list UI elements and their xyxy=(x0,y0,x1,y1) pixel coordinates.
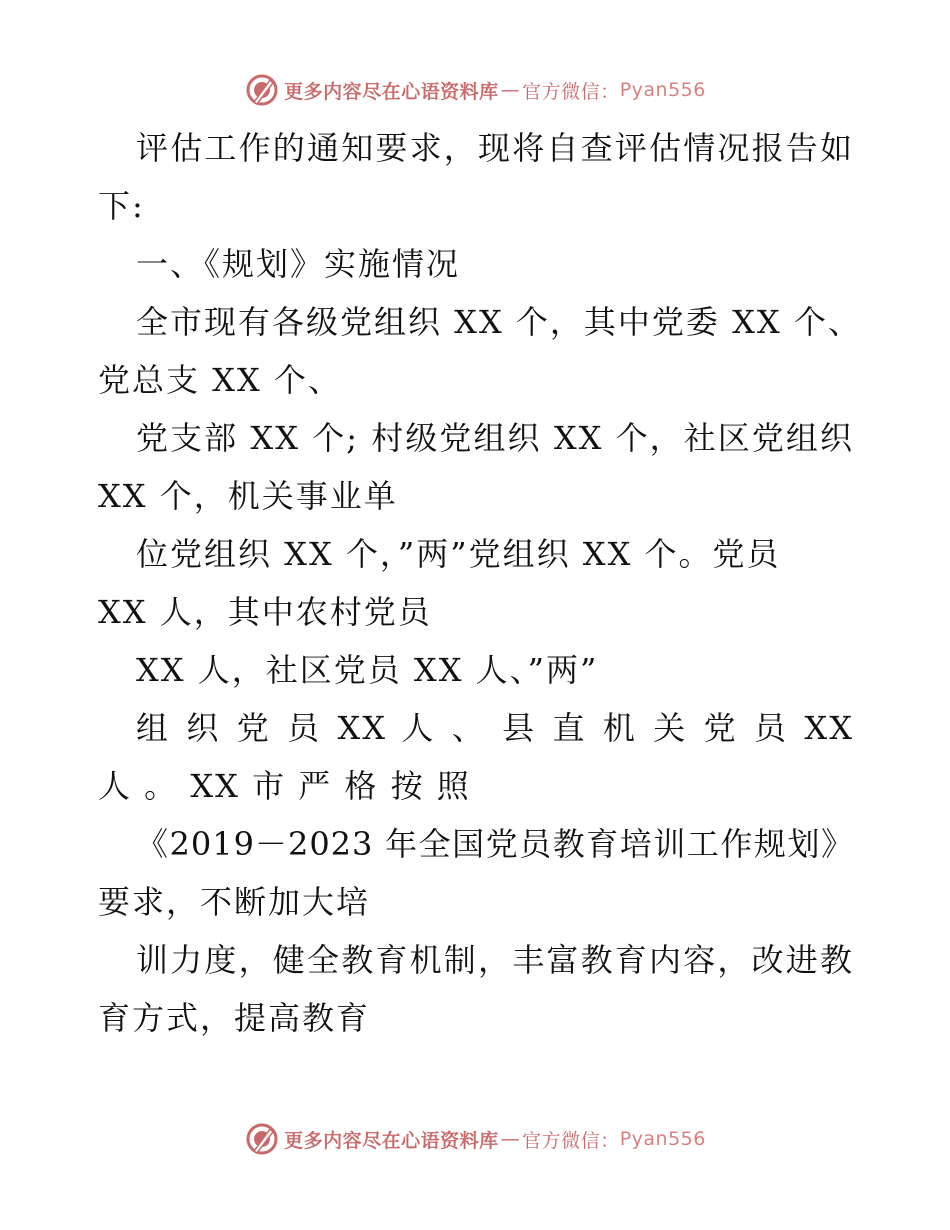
watermark-dash: — xyxy=(500,1128,521,1150)
footer-watermark xyxy=(0,1119,950,1159)
watermark-dash: — xyxy=(500,79,521,101)
watermark-label: 官方微信： xyxy=(522,1129,620,1152)
text-line: 位党组织 XX 个，”两”党组织 XX 个。党员 xyxy=(136,535,781,573)
text-line: 人 。 XX 市 严 格 按 照 xyxy=(98,767,471,805)
watermark-text: 更多内容尽在心语资料库 xyxy=(284,1129,499,1152)
text-line: 党支部 XX 个; 村级党组织 XX 个，社区党组织 xyxy=(136,419,854,457)
watermark-text: 更多内容尽在心语资料库 xyxy=(284,80,499,103)
text-line: 《2019－2023 年全国党员教育培训工作规划》 xyxy=(136,825,854,863)
text-line: 要求，不断加大培 xyxy=(98,883,371,921)
watermark-wechat-id: Pyan556 xyxy=(619,1128,706,1150)
text-line: 评估工作的通知要求，现将自查评估情况报告如 xyxy=(136,129,854,167)
text-line: 育方式，提高教育 xyxy=(98,999,371,1037)
text-line: XX 人，其中农村党员 xyxy=(98,593,432,631)
header-watermark xyxy=(0,70,950,110)
text-line: XX 个，机关事业单 xyxy=(98,477,398,515)
text-line: 全市现有各级党组织 XX 个，其中党委 XX 个、 xyxy=(136,303,862,341)
section-heading: 一、《规划》实施情况 xyxy=(136,245,461,283)
pen-logo-icon xyxy=(244,1121,280,1157)
text-line: 组 织 党 员 XX 人 、 县 直 机 关 党 员 XX xyxy=(136,709,854,747)
watermark-label: 官方微信： xyxy=(522,80,620,103)
text-line: XX 人，社区党员 XX 人、”两” xyxy=(136,651,599,689)
text-line: 训力度，健全教育机制，丰富教育内容，改进教 xyxy=(136,941,854,979)
pen-logo-icon xyxy=(244,72,280,108)
text-line: 下: xyxy=(98,187,145,225)
watermark-wechat-id: Pyan556 xyxy=(619,79,706,101)
text-line: 党总支 XX 个、 xyxy=(98,361,342,399)
